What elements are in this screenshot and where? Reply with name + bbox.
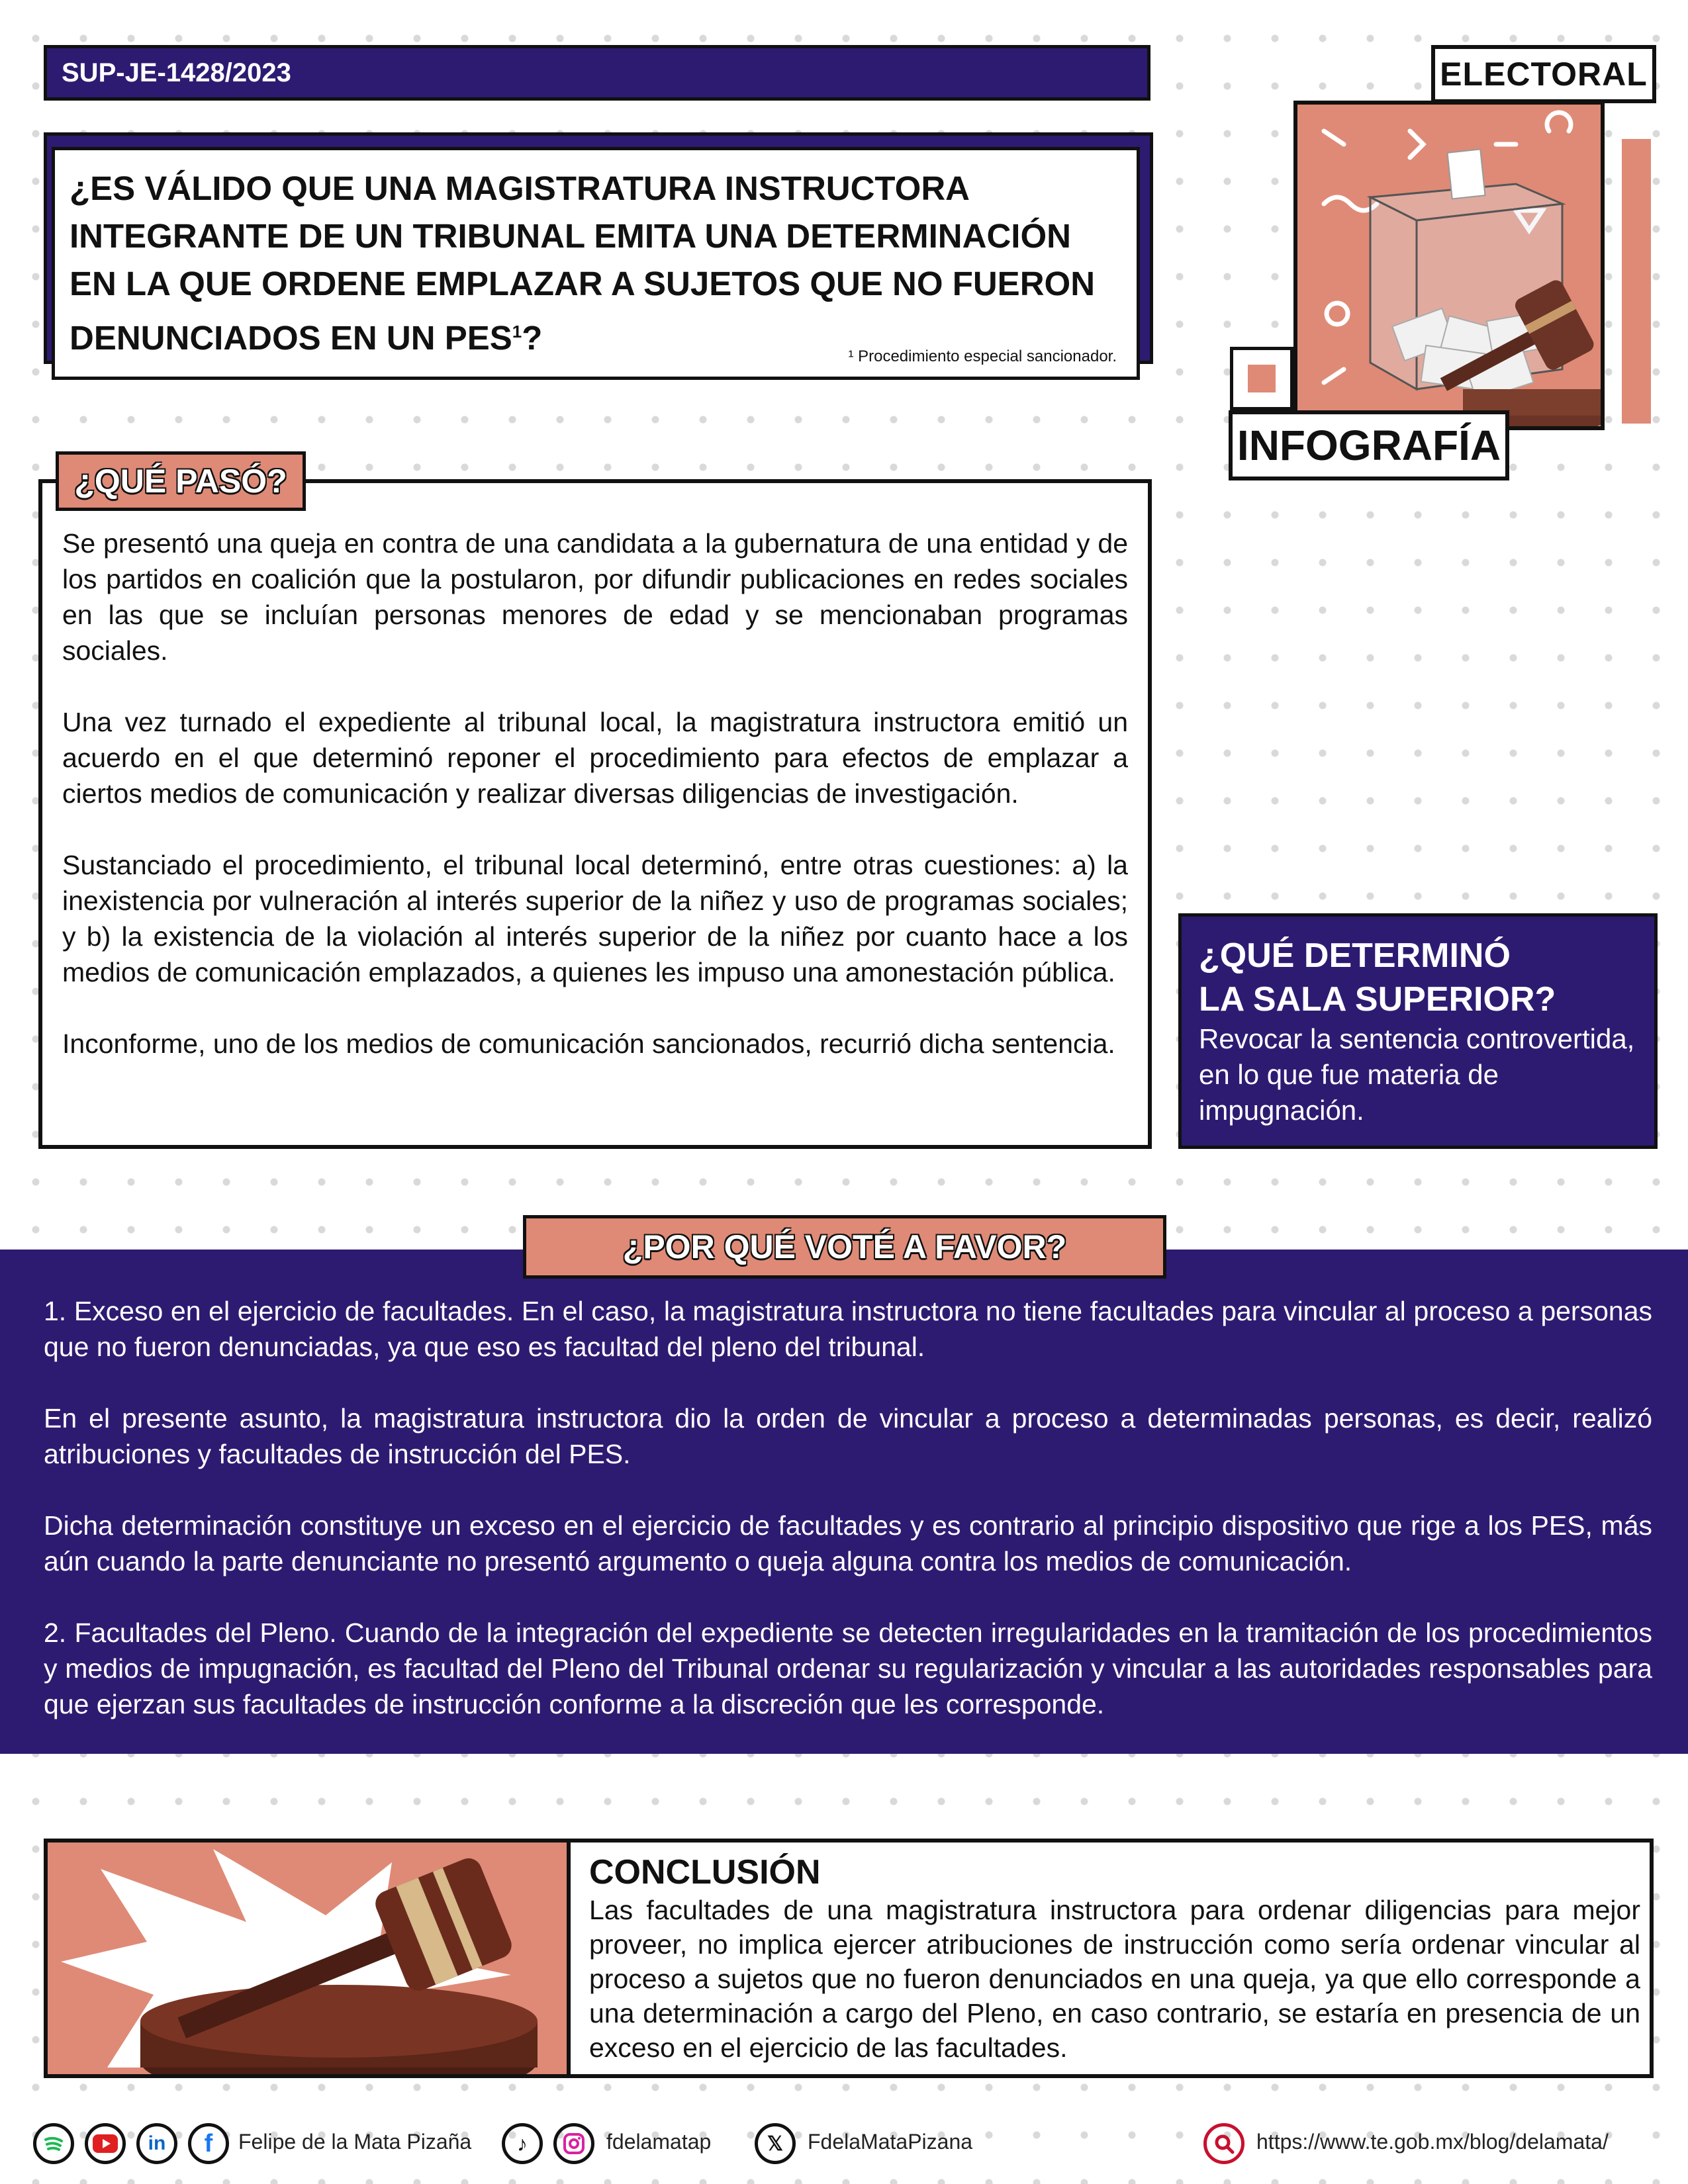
ballot-box-gavel-icon bbox=[1297, 105, 1601, 426]
x-icon[interactable]: 𝕏 bbox=[755, 2123, 796, 2164]
conclusion-content bbox=[589, 1852, 1640, 2065]
question-box bbox=[52, 147, 1140, 380]
footer-name: Felipe de la Mata Pizaña bbox=[238, 2130, 472, 2154]
footnote: ¹ Procedimiento especial sancionador. bbox=[848, 347, 1117, 365]
que-determino-title bbox=[1199, 934, 1637, 1021]
tiktok-icon[interactable]: ♪ bbox=[502, 2123, 543, 2164]
que-paso-title: ¿QUÉ PASÓ? bbox=[56, 451, 306, 511]
que-paso-paragraph: Sustanciado el procedimiento, el tribunal local determinó, entre otras cuestiones: a) la inexistencia por vulneración al interés superior de la niñez y uso de programas sociales; y b) la existencia de la violación al interés superior de la niñez por cuanto hace a los medios de comunicación emplazados, a quienes les impuso una amonestación pública. bbox=[62, 850, 1128, 987]
electoral-badge: ELECTORAL bbox=[1431, 45, 1656, 103]
question-end: ? bbox=[522, 319, 543, 357]
spotify-icon[interactable] bbox=[33, 2123, 74, 2164]
conclusion-section bbox=[44, 1839, 1654, 2078]
conclusion-text: Las facultades de una magistratura instructora para ordenar diligencias para mejor proveer, no implica ejercer atribuciones de instrucción como sería ordenar vincular al proceso a sujetos que no fueron denunciados en una queja, ya que ello corresponde a una determinación a cargo del Pleno, en caso contrario, se estaría en presencia de un exceso en el ejercicio de las facultades. bbox=[589, 1895, 1640, 2063]
footnote-marker: 1 bbox=[512, 322, 522, 341]
square-decoration-inner bbox=[1248, 365, 1276, 392]
que-determino-title-line1: ¿QUÉ DETERMINÓ bbox=[1199, 936, 1511, 975]
que-paso-section bbox=[38, 479, 1152, 1149]
instagram-icon[interactable] bbox=[553, 2123, 594, 2164]
question-main: ¿ES VÁLIDO QUE UNA MAGISTRATURA INSTRUCTORA INTEGRANTE DE UN TRIBUNAL EMITA UNA DETERMINACIÓN EN LA QUE ORDENE EMPLAZAR A SUJETOS QUE NO FUERON DENUNCIADOS EN UN PES bbox=[70, 169, 1096, 357]
por-que-vote-title: ¿POR QUÉ VOTÉ A FAVOR? bbox=[523, 1215, 1166, 1279]
case-number-bar bbox=[44, 45, 1150, 101]
que-determino-title-line2: LA SALA SUPERIOR? bbox=[1199, 980, 1556, 1019]
footer-url[interactable]: https://www.te.gob.mx/blog/delamata/ bbox=[1256, 2130, 1609, 2154]
linkedin-icon[interactable]: in bbox=[136, 2123, 177, 2164]
vote-paragraph: 1. Exceso en el ejercicio de facultades. En el caso, la magistratura instructora no tiene facultades para vincular al proceso a personas que no fueron denunciadas, ya que eso es facultad del pleno del tribunal. bbox=[44, 1296, 1652, 1362]
conclusion-title: CONCLUSIÓN bbox=[589, 1853, 821, 1891]
ballot-box-gavel-illustration bbox=[1293, 101, 1605, 430]
que-determino-section bbox=[1178, 913, 1658, 1149]
infografia-badge: INFOGRAFÍA bbox=[1229, 410, 1509, 480]
vote-paragraph: 2. Facultades del Pleno. Cuando de la integración del expediente se detecten irregularidades en la tramitación de los procedimientos y medios de impugnación, es facultad del Pleno del Tribunal ordenar su regularización y vincular a las autoridades responsables para que ejerzan sus facultades de instrucción conforme a la discreción que les corresponde. bbox=[44, 1617, 1652, 1719]
gavel-image bbox=[48, 1843, 571, 2074]
question-text bbox=[70, 165, 1117, 362]
gavel-icon bbox=[48, 1843, 571, 2074]
vote-paragraph: Dicha determinación constituye un exceso en el ejercicio de facultades y es contrario al principio dispositivo que rige a los PES, más aún cuando la parte denunciante no presentó argumento o queja alguna contra los medios de comunicación. bbox=[44, 1510, 1652, 1576]
por-que-vote-section bbox=[44, 1293, 1652, 1758]
vote-paragraph: En el presente asunto, la magistratura instructora dio la orden de vincular a proceso a determinadas personas, es decir, realizó atribuciones y facultades de instrucción del PES. bbox=[44, 1403, 1652, 1469]
footer-handle-x: FdelaMataPizana bbox=[808, 2130, 973, 2154]
youtube-icon[interactable] bbox=[85, 2123, 126, 2164]
footer-handle: fdelamatap bbox=[606, 2130, 712, 2154]
que-paso-paragraph: Inconforme, uno de los medios de comunicación sancionados, recurrió dicha sentencia. bbox=[62, 1028, 1115, 1059]
que-determino-text: Revocar la sentencia controvertida, en lo que fue materia de impugnación. bbox=[1199, 1023, 1635, 1126]
que-paso-paragraph: Se presentó una queja en contra de una candidata a la gubernatura de una entidad y de los partidos en coalición que la postularon, por difundir publicaciones en redes sociales en las que se incluían personas menores de edad y se mencionaban programas sociales. bbox=[62, 528, 1128, 666]
accent-bar bbox=[1622, 139, 1651, 424]
facebook-icon[interactable]: f bbox=[188, 2123, 229, 2164]
square-decoration bbox=[1230, 347, 1293, 410]
footer bbox=[33, 2118, 1662, 2171]
web-search-icon[interactable] bbox=[1203, 2123, 1244, 2164]
case-number: SUP-JE-1428/2023 bbox=[62, 58, 291, 87]
que-paso-paragraph: Una vez turnado el expediente al tribunal local, la magistratura instructora emitió un acuerdo en el que determinó reponer el procedimiento para efectos de emplazar a ciertos medios de comunicación y realizar diversas diligencias de investigación. bbox=[62, 707, 1128, 809]
